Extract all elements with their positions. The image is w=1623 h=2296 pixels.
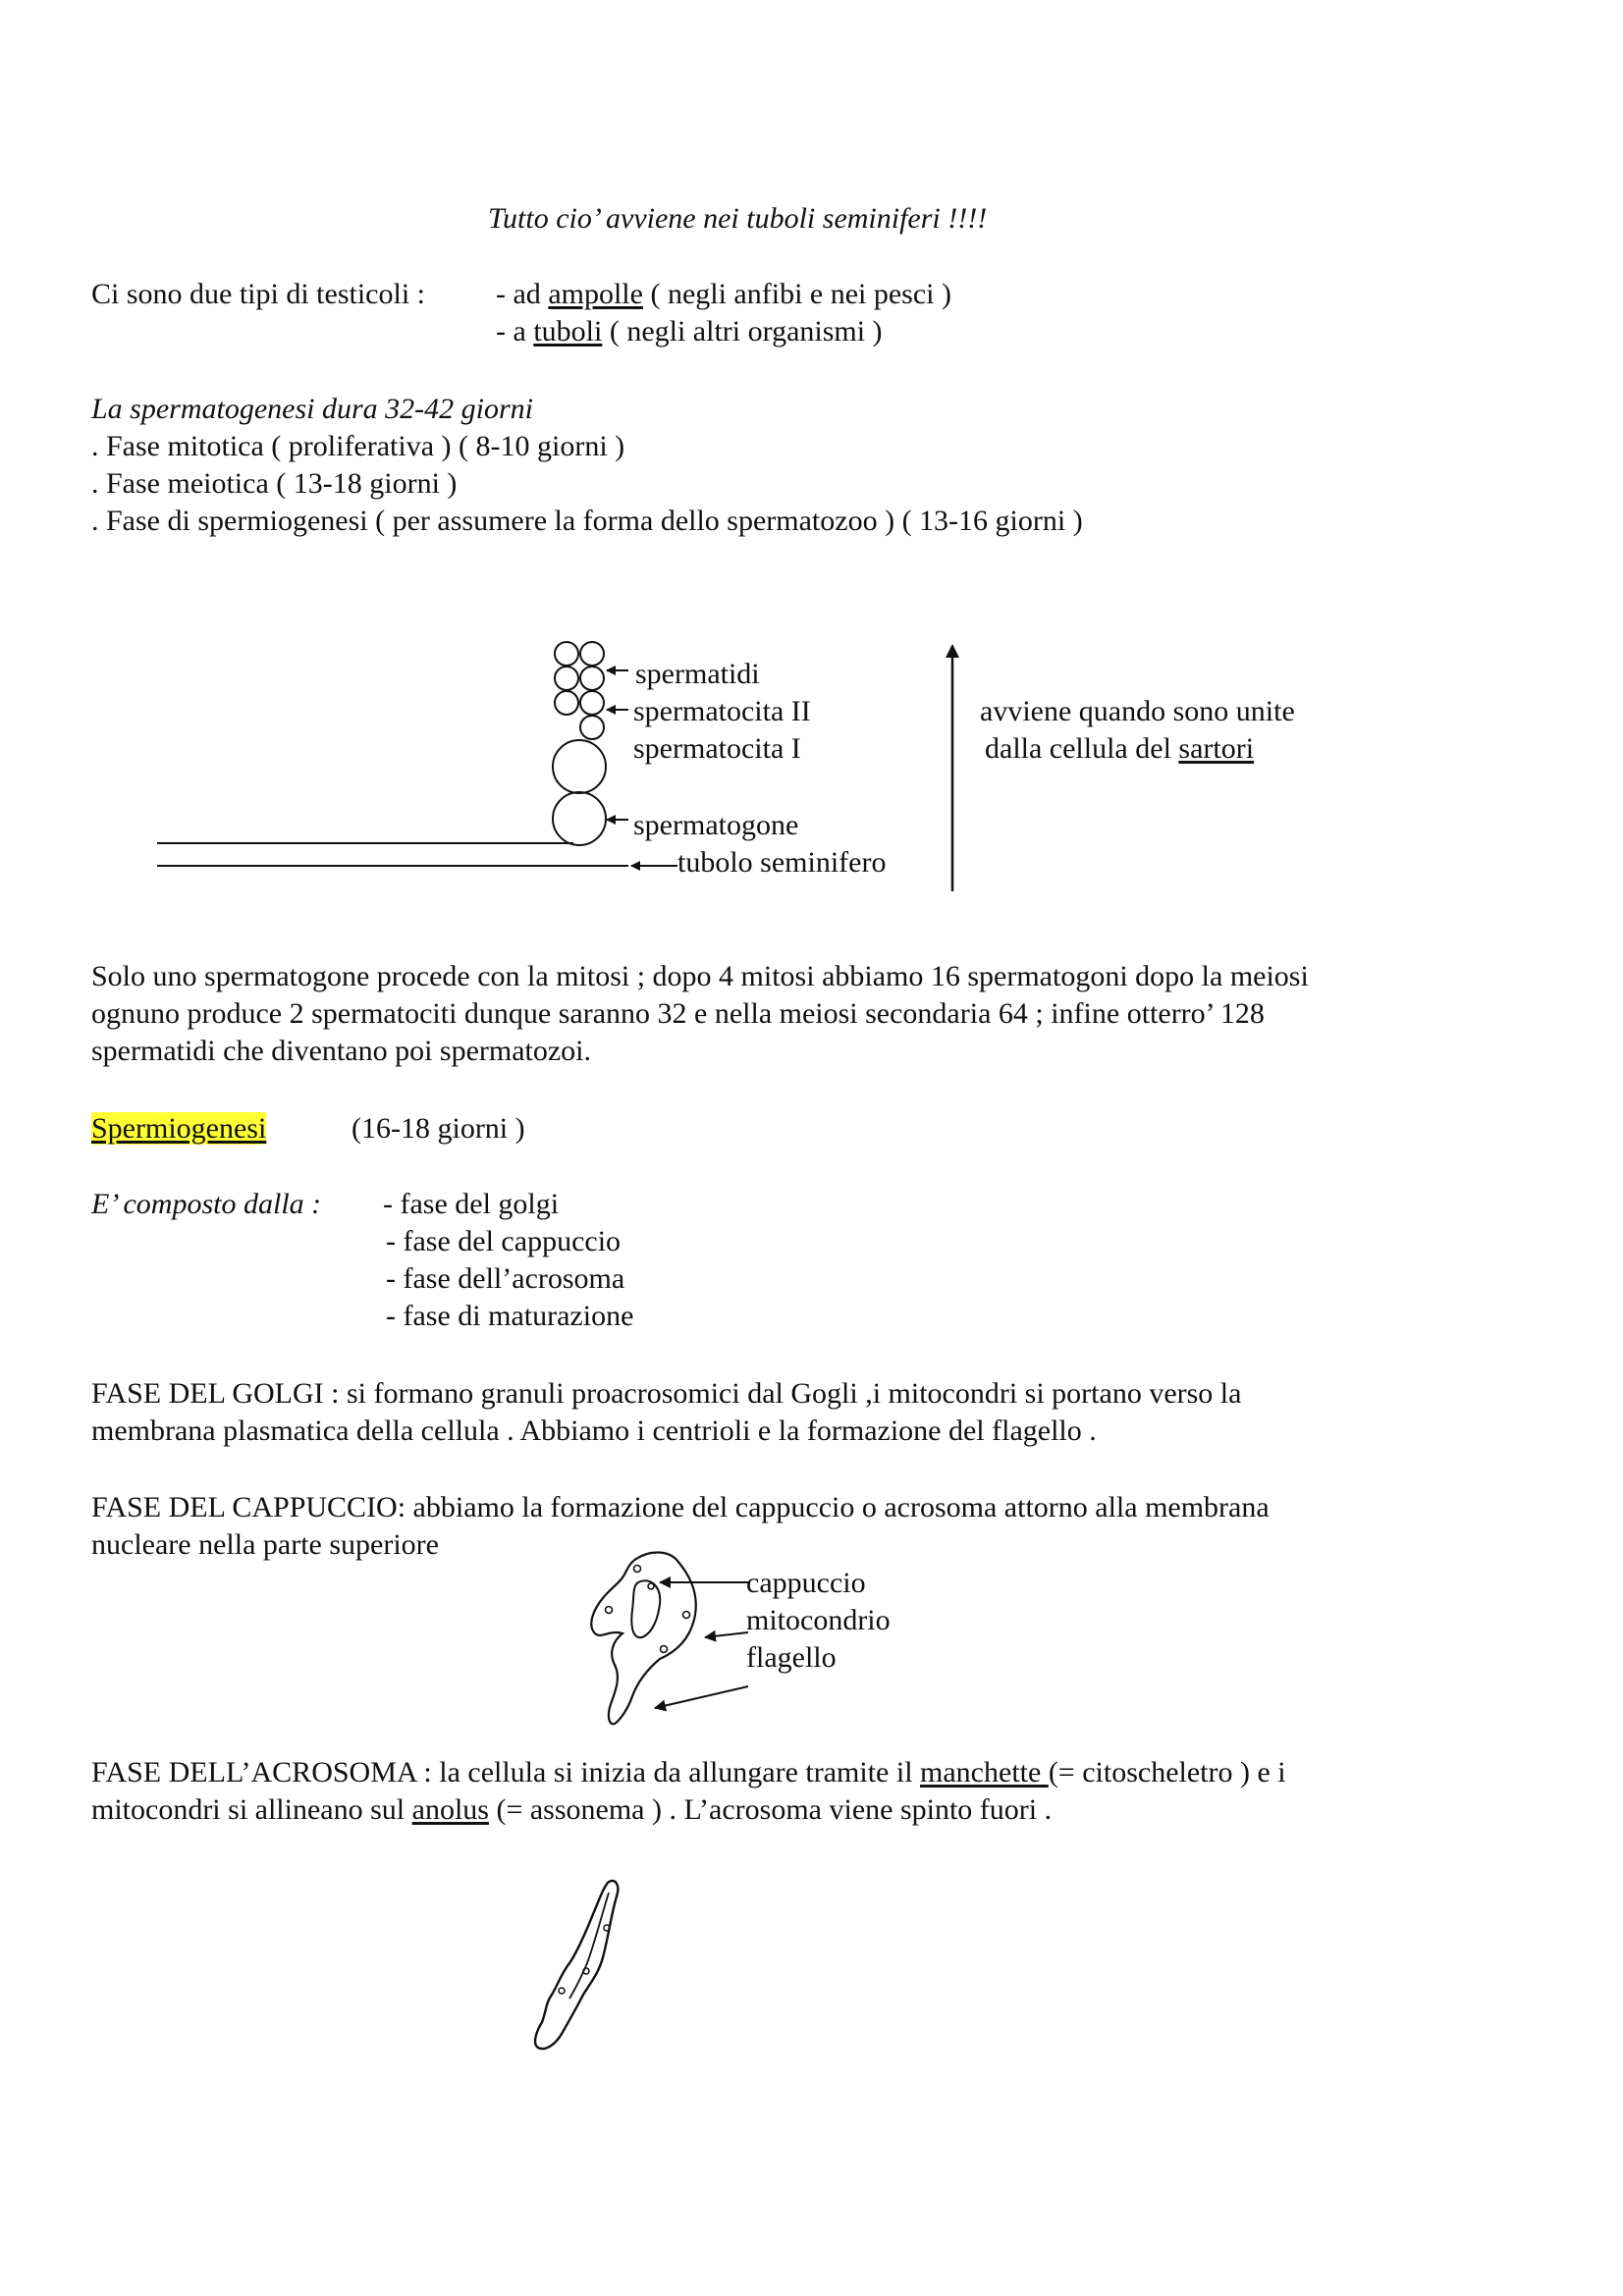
- acrosoma-link-anolus: anolus: [411, 1793, 489, 1826]
- type-name: tuboli: [533, 315, 603, 347]
- composto-label: E’ composto dalla :: [91, 1188, 322, 1220]
- label-tubolo-seminifero: tubolo seminifero: [677, 846, 887, 879]
- page-title: Tutto cio’ avviene nei tuboli seminiferi !!!!: [488, 202, 988, 235]
- label-spermatidi: spermatidi: [635, 658, 760, 690]
- fase-item-cappuccio: - fase del cappuccio: [386, 1225, 622, 1257]
- type-note: ( negli anfibi e nei pesci ): [642, 278, 952, 310]
- durata-phase-spermiogenesi: . Fase di spermiogenesi ( per assumere la forma dello spermatozoo ) ( 13-16 giorni ): [91, 505, 1083, 537]
- type-prefix: - ad: [496, 278, 549, 310]
- acrosoma-text-d: (= assonema ) . L’acrosoma viene spinto fuori .: [488, 1793, 1053, 1826]
- durata-phase-mitotica: . Fase mitotica ( proliferativa ) ( 8-10 giorni ): [91, 430, 625, 462]
- fase-item-golgi: - fase del golgi: [383, 1188, 560, 1220]
- note-link-sartori: sartori: [1178, 732, 1255, 765]
- acrosoma-text-b: (= citoscheletro ) e i: [1048, 1756, 1286, 1789]
- elongated-inner-line: [569, 1893, 609, 1999]
- mitosi-line2: ognuno produce 2 spermatociti dunque saranno 32 e nella meiosi secondaria 64 ; infine otterro’ 128: [91, 997, 1265, 1030]
- label-spermatogone: spermatogone: [633, 809, 799, 841]
- testicoli-lead: Ci sono due tipi di testicoli :: [91, 278, 425, 310]
- mitosi-line1: Solo uno spermatogone procede con la mitosi ; dopo 4 mitosi abbiamo 16 spermatogoni dopo la meiosi: [91, 960, 1309, 992]
- durata-phase-meiotica: . Fase meiotica ( 13-18 giorni ): [91, 467, 458, 500]
- fase-golgi-line1: FASE DEL GOLGI : si formano granuli proacrosomici dal Gogli ,i mitocondri si portano verso la: [91, 1377, 1242, 1410]
- label-spermatocita-ii: spermatocita II: [633, 695, 811, 727]
- label-spermatocita-i: spermatocita I: [633, 732, 801, 765]
- durata-title: La spermatogenesi dura 32-42 giorni: [91, 393, 533, 425]
- type-name: ampolle: [548, 278, 643, 310]
- note-prefix: dalla cellula del: [985, 732, 1179, 765]
- type-prefix: - a: [496, 315, 534, 347]
- fase-item-maturazione: - fase di maturazione: [386, 1300, 634, 1332]
- spermiogenesi-title: Spermiogenesi: [91, 1112, 267, 1145]
- fase-cappuccio-line1: FASE DEL CAPPUCCIO: abbiamo la formazione del cappuccio o acrosoma attorno alla membrana: [91, 1491, 1270, 1523]
- fase-item-acrosoma: - fase dell’acrosoma: [386, 1262, 625, 1295]
- label-mitocondrio: mitocondrio: [746, 1604, 891, 1636]
- acrosoma-text-a: FASE DELL’ACROSOMA : la cellula si inizia da allungare tramite il: [91, 1756, 921, 1789]
- type-note: ( negli altri organismi ): [602, 315, 883, 347]
- label-cappuccio: cappuccio: [746, 1567, 866, 1599]
- fase-cappuccio-line2: nucleare nella parte superiore: [91, 1528, 439, 1561]
- acrosoma-text-c: mitocondri si allineano sul: [91, 1793, 412, 1826]
- label-flagello: flagello: [746, 1641, 837, 1674]
- diagram-note-line1: avviene quando sono unite: [980, 695, 1295, 727]
- acrosoma-link-manchette: manchette: [920, 1756, 1049, 1789]
- mitosi-line3: spermatidi che diventano poi spermatozoi.: [91, 1035, 592, 1067]
- fase-golgi-line2: membrana plasmatica della cellula . Abbiamo i centrioli e la formazione del flagello .: [91, 1415, 1097, 1447]
- spermiogenesi-duration: (16-18 giorni ): [352, 1112, 525, 1145]
